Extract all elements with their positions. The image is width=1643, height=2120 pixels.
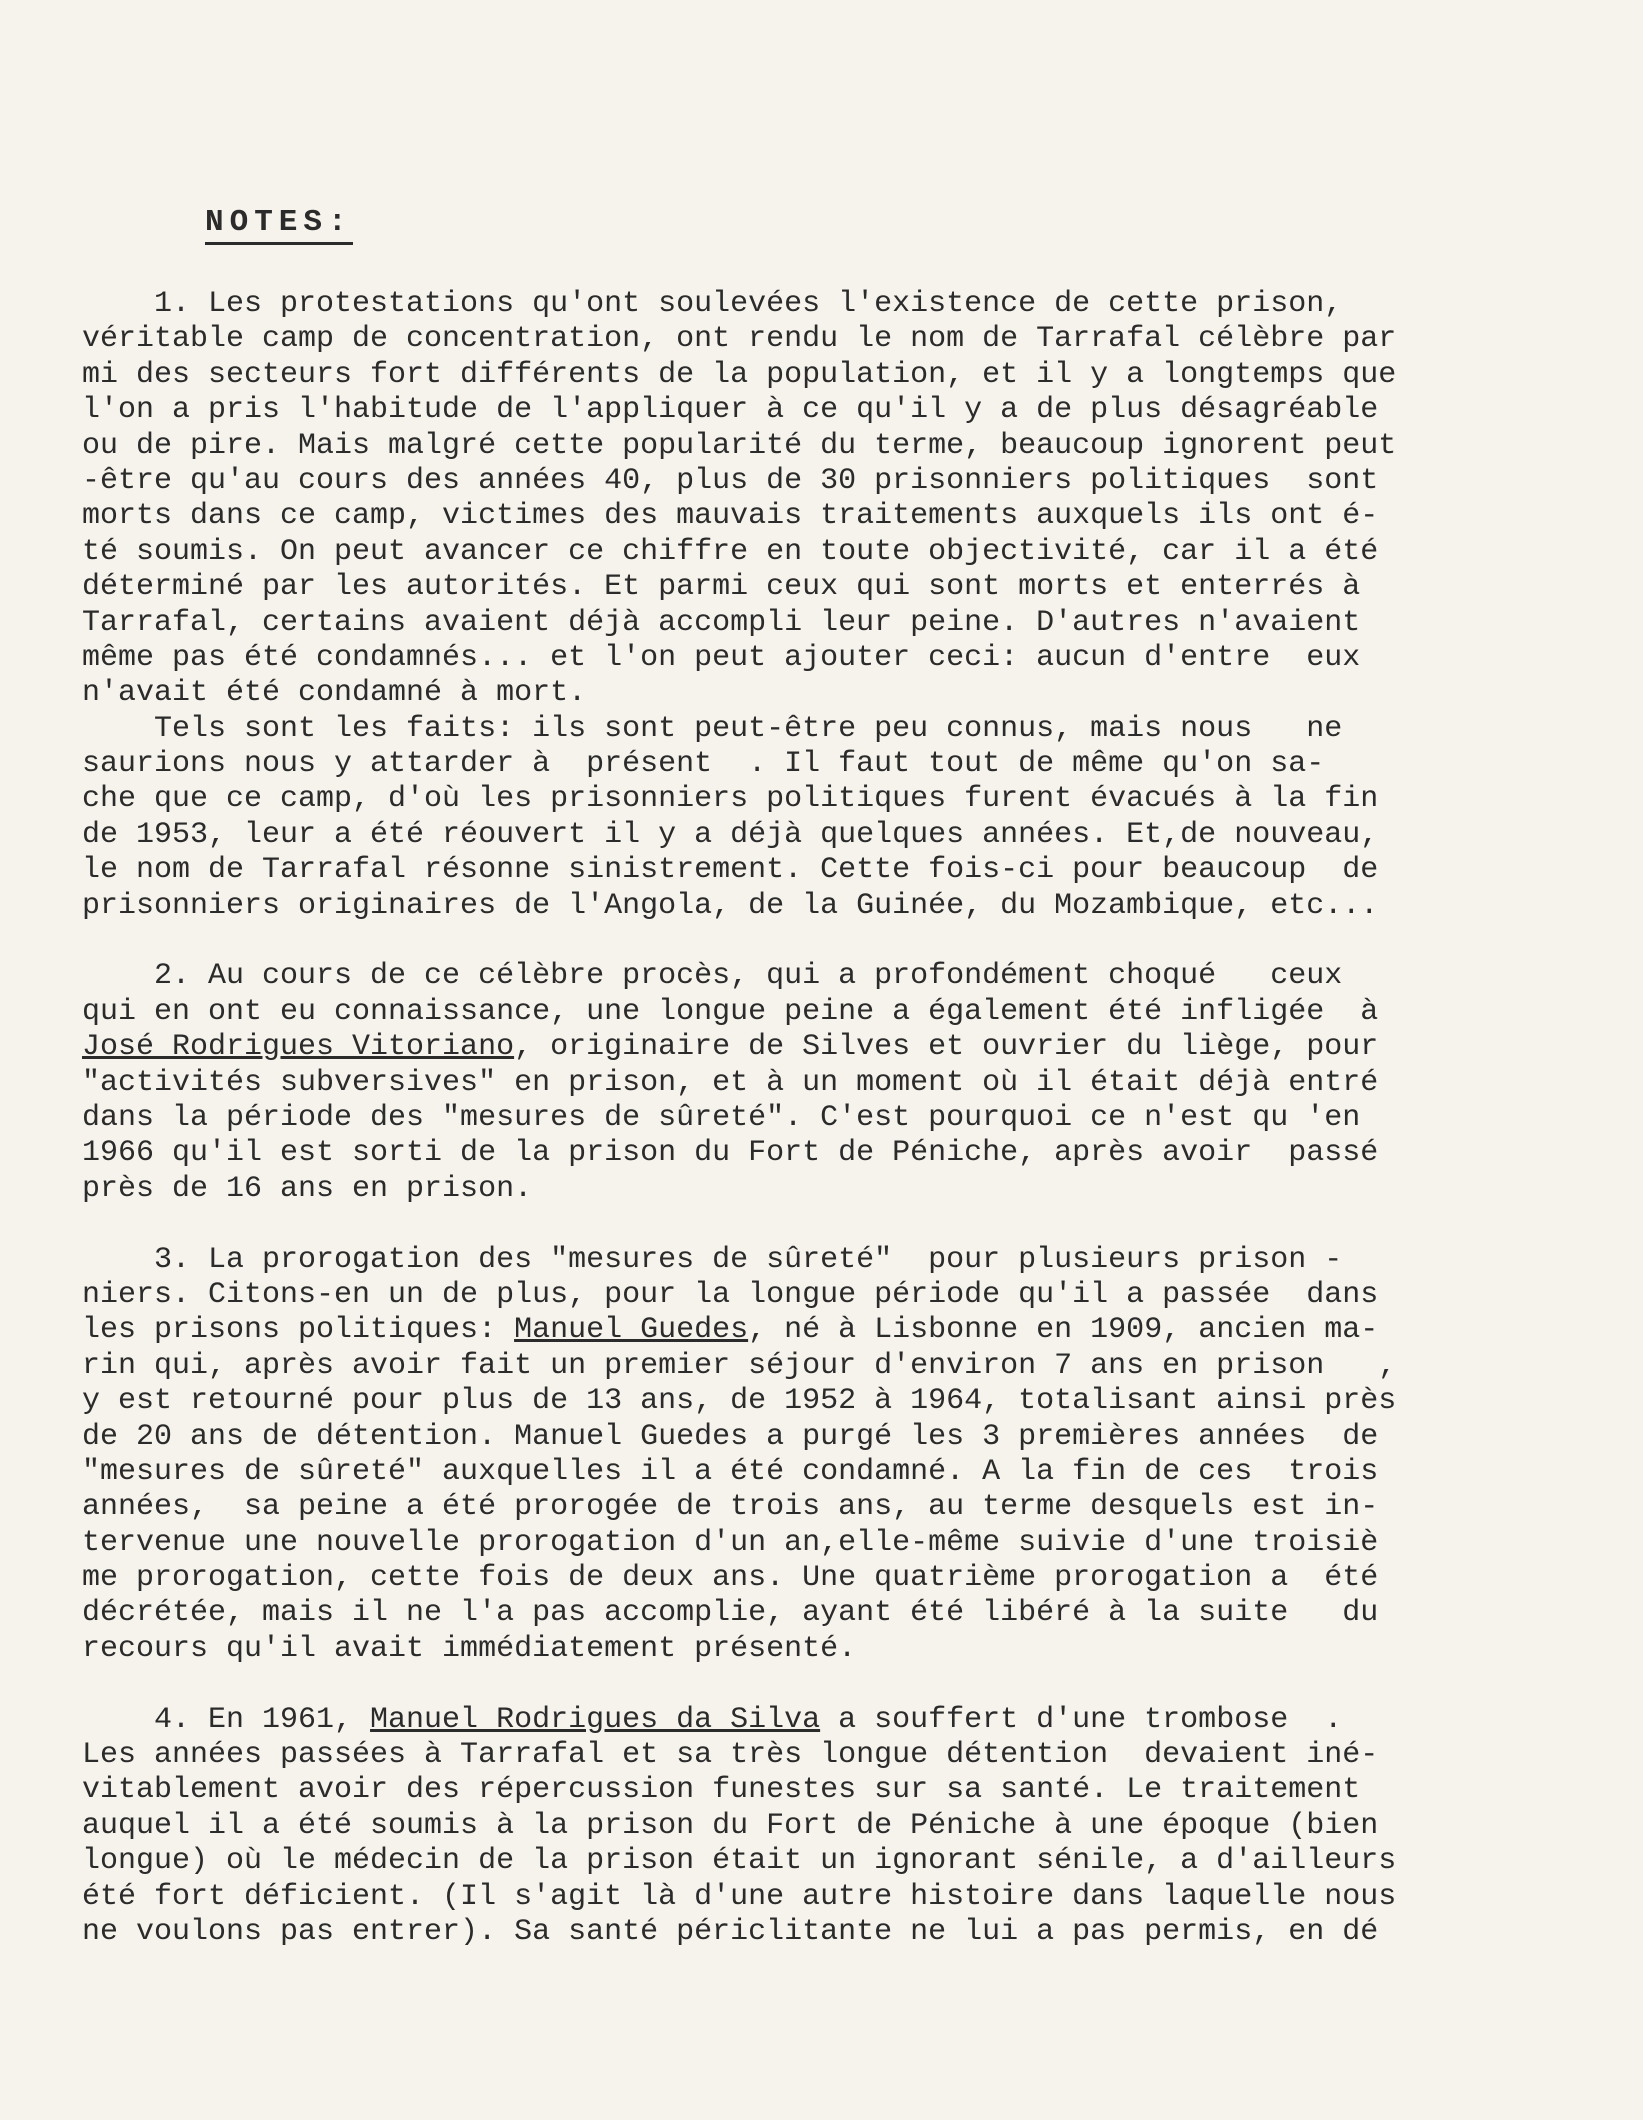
- line-text: 3. La prorogation des "mesures de sûreté" pour plusieurs prison -: [82, 1242, 1343, 1277]
- text-line: [82, 1915, 1562, 1950]
- line-text: y est retourné pour plus de 13 ans, de 1952 à 1964, totalisant ainsi près: [82, 1384, 1397, 1419]
- text-line: [82, 747, 1562, 782]
- line-text: Tarrafal, certains avaient déjà accompli leur peine. D'autres n'avaient: [82, 605, 1361, 640]
- text-line: [82, 712, 1562, 747]
- text-line: [82, 1278, 1562, 1313]
- note-3: [82, 1243, 1562, 1668]
- line-text: ou de pire. Mais malgré cette popularité du terme, beaucoup ignorent peut: [82, 428, 1397, 463]
- line-text: de 20 ans de détention. Manuel Guedes a purgé les 3 premières années de: [82, 1419, 1379, 1454]
- line-text: de 1953, leur a été réouvert il y a déjà quelques années. Et,de nouveau,: [82, 817, 1379, 852]
- line-text: , originaire de Silves et ouvrier du liège, pour: [514, 1030, 1379, 1065]
- line-text: morts dans ce camp, victimes des mauvais traitements auxquels ils ont é-: [82, 499, 1379, 534]
- text-line: [82, 570, 1562, 605]
- line-text: rin qui, après avoir fait un premier séjour d'environ 7 ans en prison ,: [82, 1348, 1397, 1383]
- text-line: [82, 287, 1562, 322]
- notes-heading: NOTES:: [205, 205, 353, 245]
- text-line: [82, 853, 1562, 888]
- line-text: décrétée, mais il ne l'a pas accomplie, ayant été libéré à la suite du: [82, 1596, 1379, 1631]
- text-line: [82, 1490, 1562, 1525]
- text-line: [82, 818, 1562, 853]
- line-text: les prisons politiques:: [82, 1313, 515, 1348]
- line-text: Tels sont les faits: ils sont peut-être peu connus, mais nous ne: [82, 711, 1343, 746]
- line-text: , né à Lisbonne en 1909, ancien ma-: [748, 1313, 1379, 1348]
- text-line: [82, 1880, 1562, 1915]
- line-text: auquel il a été soumis à la prison du Fort de Péniche à une époque (bien: [82, 1808, 1379, 1843]
- line-text: Les années passées à Tarrafal et sa très longue détention devaient iné-: [82, 1738, 1379, 1773]
- text-line: [82, 1313, 1562, 1348]
- line-text: prisonniers originaires de l'Angola, de la Guinée, du Mozambique, etc...: [82, 888, 1379, 923]
- line-text: véritable camp de concentration, ont rendu le nom de Tarrafal célèbre par: [82, 322, 1397, 357]
- text-line: [82, 1066, 1562, 1101]
- line-text: saurions nous y attarder à présent . Il faut tout de même qu'on sa-: [82, 747, 1325, 782]
- text-line: [82, 393, 1562, 428]
- text-line: [82, 464, 1562, 499]
- text-line: [82, 1561, 1562, 1596]
- text-line: [82, 782, 1562, 817]
- underlined-name: José Rodrigues Vitoriano: [82, 1030, 515, 1065]
- text-line: [82, 959, 1562, 994]
- text-line: [82, 1243, 1562, 1278]
- line-text: me prorogation, cette fois de deux ans. Une quatrième prorogation a été: [82, 1561, 1379, 1596]
- line-text: le nom de Tarrafal résonne sinistrement. Cette fois-ci pour beaucoup de: [82, 853, 1379, 888]
- text-line: [82, 1384, 1562, 1419]
- line-text: longue) où le médecin de la prison était un ignorant sénile, a d'ailleurs: [82, 1844, 1397, 1879]
- line-text: dans la période des "mesures de sûreté". C'est pourquoi ce n'est qu 'en: [82, 1100, 1361, 1135]
- text-line: [82, 1809, 1562, 1844]
- text-line: [82, 1349, 1562, 1384]
- line-text: été fort déficient. (Il s'agit là d'une autre histoire dans laquelle nous: [82, 1879, 1397, 1914]
- line-text: té soumis. On peut avancer ce chiffre en toute objectivité, car il a été: [82, 534, 1379, 569]
- text-line: [82, 1172, 1562, 1207]
- paragraph-gap: [82, 1667, 1562, 1702]
- text-line: [82, 1596, 1562, 1631]
- line-text: 1. Les protestations qu'ont soulevées l'existence de cette prison,: [82, 287, 1343, 321]
- text-line: [82, 889, 1562, 924]
- line-text: -être qu'au cours des années 40, plus de 30 prisonniers politiques sont: [82, 463, 1379, 498]
- paragraph-gap: [82, 1207, 1562, 1242]
- text-line: [82, 358, 1562, 393]
- line-text: "mesures de sûreté" auxquelles il a été condamné. A la fin de ces trois: [82, 1454, 1379, 1489]
- text-line: [82, 995, 1562, 1030]
- line-text: n'avait été condamné à mort.: [82, 676, 587, 711]
- text-line: [82, 606, 1562, 641]
- line-text: 4. En 1961,: [82, 1702, 371, 1737]
- line-text: vitablement avoir des répercussion funestes sur sa santé. Le traitement: [82, 1773, 1361, 1808]
- underlined-name: Manuel Guedes: [514, 1313, 749, 1348]
- line-text: même pas été condamnés... et l'on peut ajouter ceci: aucun d'entre eux: [82, 640, 1361, 675]
- line-text: a souffert d'une trombose .: [820, 1702, 1343, 1737]
- text-line: [82, 1844, 1562, 1879]
- text-line: [82, 1030, 1562, 1065]
- line-text: 1966 qu'il est sorti de la prison du Fort de Péniche, après avoir passé: [82, 1136, 1379, 1171]
- text-line: [82, 1773, 1562, 1808]
- note-4: [82, 1703, 1562, 1951]
- line-text: près de 16 ans en prison.: [82, 1171, 533, 1206]
- text-line: [82, 1420, 1562, 1455]
- text-line: [82, 676, 1562, 711]
- line-text: ne voulons pas entrer). Sa santé périclitante ne lui a pas permis, en dé: [82, 1914, 1379, 1949]
- text-line: [82, 1136, 1562, 1171]
- note-2: [82, 959, 1562, 1207]
- text-line: [82, 1703, 1562, 1738]
- text-line: [82, 1738, 1562, 1773]
- line-text: 2. Au cours de ce célèbre procès, qui a profondément choqué ceux: [82, 959, 1343, 994]
- line-text: recours qu'il avait immédiatement présenté.: [82, 1631, 857, 1666]
- text-line: [82, 1101, 1562, 1136]
- text-line: [82, 499, 1562, 534]
- text-line: [82, 322, 1562, 357]
- line-text: "activités subversives" en prison, et à un moment où il était déjà entré: [82, 1065, 1379, 1100]
- line-text: niers. Citons-en un de plus, pour la longue période qu'il a passée dans: [82, 1277, 1379, 1312]
- line-text: l'on a pris l'habitude de l'appliquer à ce qu'il y a de plus désagréable: [82, 393, 1379, 428]
- text-line: [82, 1455, 1562, 1490]
- text-line: [82, 535, 1562, 570]
- line-text: qui en ont eu connaissance, une longue peine a également été infligée à: [82, 994, 1379, 1029]
- line-text: tervenue une nouvelle prorogation d'un an,elle-même suivie d'une troisiè: [82, 1525, 1379, 1560]
- line-text: années, sa peine a été prorogée de trois ans, au terme desquels est in-: [82, 1490, 1379, 1525]
- text-line: [82, 641, 1562, 676]
- line-text: mi des secteurs fort différents de la population, et il y a longtemps que: [82, 357, 1397, 392]
- paragraph-gap: [82, 924, 1562, 959]
- text-line: [82, 429, 1562, 464]
- note-1: [82, 287, 1562, 924]
- line-text: déterminé par les autorités. Et parmi ceux qui sont morts et enterrés à: [82, 570, 1361, 605]
- line-text: che que ce camp, d'où les prisonniers politiques furent évacués à la fin: [82, 782, 1379, 817]
- underlined-name: Manuel Rodrigues da Silva: [370, 1702, 821, 1737]
- text-line: [82, 1632, 1562, 1667]
- text-line: [82, 1526, 1562, 1561]
- notes-body: [82, 287, 1562, 1950]
